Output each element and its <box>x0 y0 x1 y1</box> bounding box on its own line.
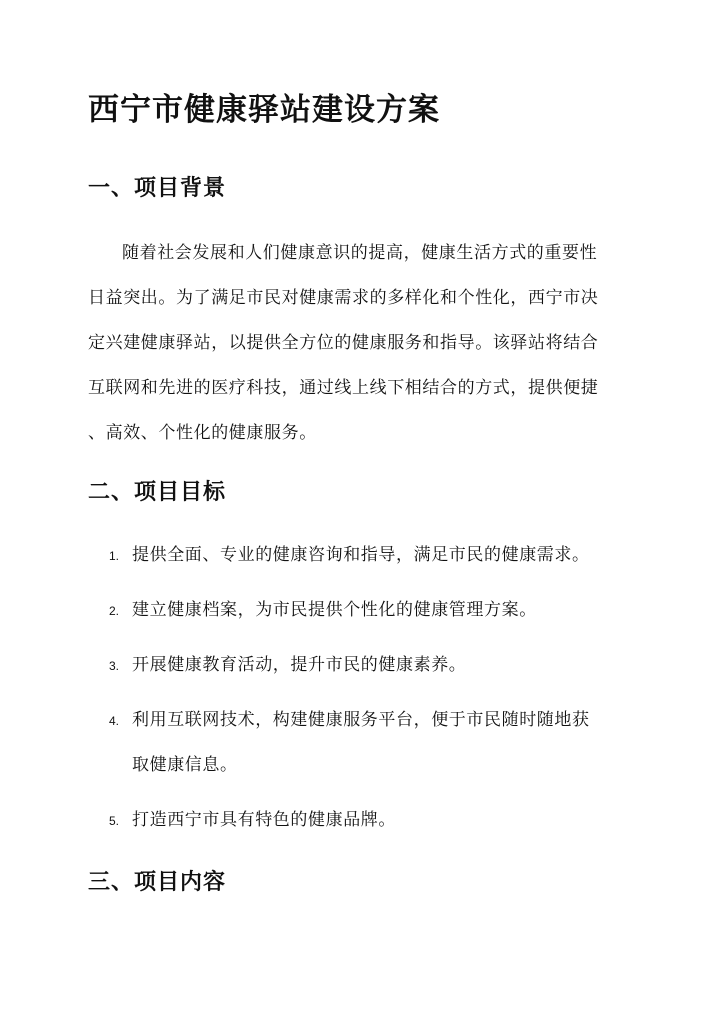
list-item-text: 打造西宁市具有特色的健康品牌。 <box>132 810 396 830</box>
paragraph-line: 互联网和先进的医疗科技，通过线上线下相结合的方式，提供便捷 <box>88 378 599 398</box>
section-heading-background: 一、项目背景 <box>88 175 227 201</box>
list-item-number: 5. <box>109 814 120 828</box>
list-item-text: 利用互联网技术，构建健康服务平台，便于市民随时随地获 <box>132 710 590 730</box>
document-title: 西宁市健康驿站建设方案 <box>88 92 440 128</box>
list-item-text: 提供全面、专业的健康咨询和指导，满足市民的健康需求。 <box>132 545 590 565</box>
paragraph-line: 定兴建健康驿站，以提供全方位的健康服务和指导。该驿站将结合 <box>88 333 599 353</box>
list-item-number: 2. <box>109 604 120 618</box>
paragraph-line: 、高效、个性化的健康服务。 <box>88 423 317 443</box>
list-item-text-continuation: 取健康信息。 <box>132 755 238 775</box>
list-item-number: 4. <box>109 714 120 728</box>
paragraph-line: 随着社会发展和人们健康意识的提高，健康生活方式的重要性 <box>122 243 598 263</box>
section-heading-content: 三、项目内容 <box>88 869 227 895</box>
list-item-number: 1. <box>109 549 120 563</box>
list-item-text: 开展健康教育活动，提升市民的健康素养。 <box>132 655 467 675</box>
list-item-number: 3. <box>109 659 120 673</box>
list-item-text: 建立健康档案，为市民提供个性化的健康管理方案。 <box>132 600 537 620</box>
section-heading-goals: 二、项目目标 <box>88 479 227 505</box>
paragraph-line: 日益突出。为了满足市民对健康需求的多样化和个性化，西宁市决 <box>88 288 599 308</box>
